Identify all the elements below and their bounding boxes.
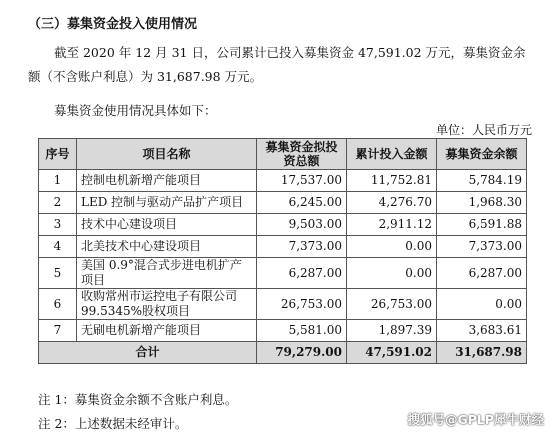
unit-label: 单位：人民币万元	[435, 123, 532, 137]
table-row	[39, 214, 527, 236]
row-balance: 7,373.00	[437, 236, 527, 258]
row-no: 4	[39, 236, 77, 258]
row-planned: 6,245.00	[257, 192, 347, 214]
row-invested: 1,897.39	[347, 320, 437, 342]
row-no: 2	[39, 192, 77, 214]
row-invested: 0.00	[347, 236, 437, 258]
row-invested: 2,911.12	[347, 214, 437, 236]
row-balance: 6,591.88	[437, 214, 527, 236]
row-planned: 5,581.00	[257, 320, 347, 342]
row-balance: 1,968.30	[437, 192, 527, 214]
total-planned: 79,279.00	[257, 342, 347, 364]
table-row	[39, 320, 527, 342]
row-invested: 11,752.81	[347, 170, 437, 192]
section-heading: （三）募集资金投入使用情况	[28, 17, 198, 32]
footnote-2: 注 2：上述数据未经审计。	[38, 416, 188, 431]
row-project-name: 美国 0.9°混合式步进电机扩产项目	[77, 258, 257, 289]
row-planned: 6,287.00	[257, 258, 347, 289]
row-project-name: LED 控制与驱动产品扩产项目	[77, 192, 257, 214]
row-balance: 0.00	[437, 289, 527, 320]
header-balance: 募集资金余额	[437, 139, 527, 170]
row-no: 5	[39, 258, 77, 289]
header-planned-total: 募集资金拟投资总额	[257, 139, 347, 170]
row-planned: 7,373.00	[257, 236, 347, 258]
intro-paragraph: 募集资金使用情况具体如下：	[54, 103, 217, 118]
total-label: 合计	[39, 342, 257, 364]
header-invested: 累计投入金额	[347, 139, 437, 170]
row-project-name: 无刷电机新增产能项目	[77, 320, 257, 342]
table-row	[39, 170, 527, 192]
row-no: 3	[39, 214, 77, 236]
total-invested: 47,591.02	[347, 342, 437, 364]
fund-usage-table	[38, 138, 527, 364]
row-balance: 3,683.61	[437, 320, 527, 342]
footnote-1: 注 1：募集资金余额不含账户利息。	[38, 392, 238, 407]
table-row	[39, 236, 527, 258]
total-row	[39, 342, 527, 364]
header-no: 序号	[39, 139, 77, 170]
row-planned: 9,503.00	[257, 214, 347, 236]
row-balance: 6,287.00	[437, 258, 527, 289]
row-no: 7	[39, 320, 77, 342]
row-planned: 17,537.00	[257, 170, 347, 192]
row-planned: 26,753.00	[257, 289, 347, 320]
row-project-name: 控制电机新增产能项目	[77, 170, 257, 192]
summary-paragraph: 截至 2020 年 12 月 31 日，公司累计已投入募集资金 47,591.02 万元，募集资金余额（不含账户利息）为 31,687.98 万元。	[28, 45, 526, 84]
row-project-name: 收购常州市运控电子有限公司 99.5345%股权项目	[77, 289, 257, 320]
watermark: 搜狐号@GPLP犀牛财经	[407, 412, 544, 427]
table-row	[39, 192, 527, 214]
total-balance: 31,687.98	[437, 342, 527, 364]
table-row	[39, 258, 527, 289]
row-invested: 0.00	[347, 258, 437, 289]
header-project-name: 项目名称	[77, 139, 257, 170]
row-invested: 4,276.70	[347, 192, 437, 214]
row-invested: 26,753.00	[347, 289, 437, 320]
table-row	[39, 289, 527, 320]
row-no: 1	[39, 170, 77, 192]
row-no: 6	[39, 289, 77, 320]
row-project-name: 北美技术中心建设项目	[77, 236, 257, 258]
row-project-name: 技术中心建设项目	[77, 214, 257, 236]
row-balance: 5,784.19	[437, 170, 527, 192]
table-header-row	[39, 139, 527, 170]
